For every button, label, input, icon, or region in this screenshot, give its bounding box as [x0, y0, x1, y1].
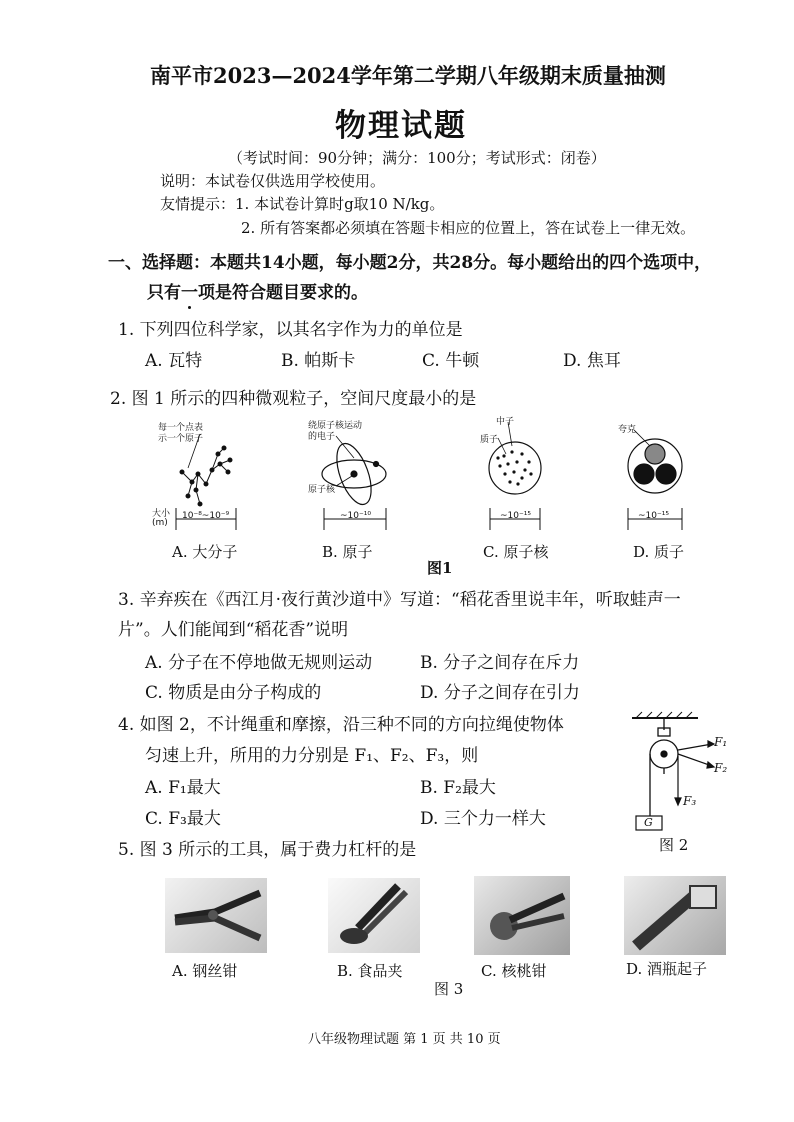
fig1-molecule-note2: 示一个原子 [158, 434, 204, 444]
section-line2-post: 项是符合题目要求的。 [198, 283, 368, 303]
fig2-caption: 图 2 [659, 836, 689, 854]
fig1-scale-b: ~10⁻¹⁰ [340, 511, 371, 521]
q3-option-d: D. 分子之间存在引力 [420, 683, 580, 703]
section-heading: 一、选择题：本题共14小题，每小题2分，共28分。每小题给出的四个选项中， [108, 253, 712, 273]
fig1-option-c: C. 原子核 [483, 543, 549, 561]
pulley-wheel-icon [650, 718, 678, 818]
fig1-nucleus-label: 原子核 [308, 485, 336, 495]
fig1-neutron-label: 中子 [496, 417, 515, 427]
food-tongs-photo [328, 878, 420, 953]
atom-icon [322, 436, 386, 509]
force-f3-label: F₃ [683, 794, 697, 808]
section-heading-2 [147, 278, 368, 303]
q5-stem: 5. 图 3 所示的工具，属于费力杠杆的是 [118, 840, 417, 860]
proton-icon [628, 430, 682, 493]
usage-note: 说明：本试卷仅供选用学校使用。 [160, 172, 386, 190]
fig1-molecule-note1: 每一个点表 [158, 423, 204, 433]
fig3-option-a: A. 钢丝钳 [172, 962, 238, 980]
q1-option-a: A. 瓦特 [145, 351, 203, 371]
fig1-caption: 图1 [427, 559, 453, 577]
bottle-opener-icon [624, 876, 726, 955]
fig1-quark-label: 夸克 [618, 425, 637, 435]
fig1-option-d: D. 质子 [633, 543, 685, 561]
tongs-icon [328, 878, 420, 953]
emphasis-dot-char: 一 [181, 283, 198, 303]
q3-option-c: C. 物质是由分子构成的 [145, 683, 322, 703]
q4-option-d: D. 三个力一样大 [420, 809, 546, 829]
q1-stem: 1. 下列四位科学家，以其名字作为力的单位是 [118, 320, 463, 340]
fig1-option-b: B. 原子 [322, 543, 373, 561]
exam-info: （考试时间：90分钟；满分：100分；考试形式：闭卷） [228, 149, 606, 167]
pliers-icon [165, 878, 267, 953]
fig1-scale-c: ~10⁻¹⁵ [500, 511, 531, 521]
figure-2 [628, 708, 738, 833]
q3-option-b: B. 分子之间存在斥力 [420, 653, 580, 673]
nutcracker-photo [474, 876, 570, 955]
q4-option-b: B. F₂最大 [420, 778, 496, 798]
fig1-size-unit: (m) [152, 518, 168, 528]
fig1-size-label: 大小 [152, 509, 171, 519]
q3-option-a: A. 分子在不停地做无规则运动 [145, 653, 373, 673]
q4-option-a: A. F₁最大 [145, 778, 221, 798]
tip-2: 2. 所有答案都必须填在答题卡相应的位置上，答在试卷上一律无效。 [241, 219, 696, 237]
fig3-option-b: B. 食品夹 [337, 962, 403, 980]
fig1-proton-label: 质子 [480, 435, 499, 445]
q1-option-c: C. 牛顿 [422, 351, 480, 371]
q3-stem-1: 3. 辛弃疾在《西江月·夜行黄沙道中》写道：“稻花香里说丰年，听取蛙声一 [118, 590, 681, 610]
pliers-photo [165, 878, 267, 953]
fig3-option-d: D. 酒瓶起子 [626, 960, 708, 978]
fig3-caption: 图 3 [434, 980, 464, 998]
fig1-electron-label1: 绕原子核运动 [308, 421, 363, 431]
force-f2-label: F₂ [714, 761, 728, 775]
q4-stem-2: 匀速上升，所用的力分别是 F₁、F₂、F₃，则 [145, 746, 479, 766]
macromolecule-icon [180, 434, 232, 506]
fig1-scale-d: ~10⁻¹⁵ [638, 511, 669, 521]
q3-stem-2: 片”。人们能闻到“稻花香”说明 [118, 620, 349, 640]
tip-1: 友情提示：1. 本试卷计算时g取10 N/kg。 [160, 195, 445, 213]
fig1-scale-a: 10⁻⁸~10⁻⁹ [182, 511, 230, 521]
exam-title: 南平市2023—2024学年第二学期八年级期末质量抽测 [150, 63, 666, 88]
bottle-opener-photo [624, 876, 726, 955]
q2-stem: 2. 图 1 所示的四种微观粒子，空间尺度最小的是 [110, 389, 477, 409]
page-footer: 八年级物理试题 第 1 页 共 10 页 [308, 1032, 501, 1047]
weight-g-label: G [644, 816, 653, 829]
exam-subtitle: 物理试题 [335, 108, 467, 144]
fig1-option-a: A. 大分子 [172, 543, 238, 561]
q4-option-c: C. F₃最大 [145, 809, 221, 829]
q4-stem-1: 4. 如图 2，不计绳重和摩擦，沿三种不同的方向拉绳使物体 [118, 715, 564, 735]
q1-option-b: B. 帕斯卡 [281, 351, 356, 371]
fig1-electron-label2: 的电子 [308, 432, 336, 442]
fig3-option-c: C. 核桃钳 [481, 962, 547, 980]
force-f1-label: F₁ [714, 735, 728, 749]
section-line2-pre: 只有 [147, 283, 181, 303]
nutcracker-icon [474, 876, 570, 955]
q1-option-d: D. 焦耳 [563, 351, 621, 371]
